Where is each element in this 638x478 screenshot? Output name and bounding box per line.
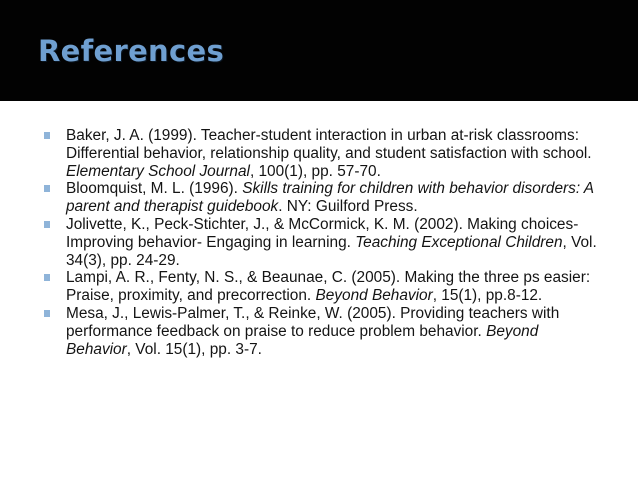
reference-text (66, 127, 602, 180)
reference-text-plain: Lampi, A. R., Fenty, N. S., & Beaunae, C. (2005). Making the three ps easier: Praise, proximity, and precorrection. (66, 269, 591, 305)
reference-text (66, 305, 602, 358)
reference-text (66, 180, 602, 216)
reference-list (42, 127, 602, 358)
reference-citation-details: , 100(1), pp. 57-70. (249, 162, 381, 180)
reference-text-plain: Baker, J. A. (1999). Teacher-student interaction in urban at-risk classrooms: Differential behavior, relationship quality, and student satisfaction with school. (66, 127, 592, 162)
slide-title: References (38, 34, 225, 68)
reference-source-title: Elementary School Journal (66, 162, 250, 180)
reference-citation-details: , Vol. 15(1), pp. 3-7. (126, 340, 262, 358)
square-bullet-icon (44, 185, 50, 192)
square-bullet-icon (44, 221, 50, 228)
reference-text (66, 269, 602, 305)
reference-text-plain: Bloomquist, M. L. (1996). (66, 180, 243, 198)
square-bullet-icon (44, 132, 50, 139)
reference-source-title: Teaching Exceptional Children (355, 233, 563, 251)
reference-text-plain: Jolivette, K., Peck-Stichter, J., & McCormick, K. M. (2002). Making choices- Improving behavior- Engaging in learning. (66, 215, 579, 251)
reference-item (42, 216, 602, 269)
reference-source-title: Beyond Behavior (66, 322, 539, 358)
reference-source-title: Beyond Behavior (315, 287, 433, 305)
reference-source-title: Skills training for children with behavior disorders: A parent and therapist guidebook (66, 180, 594, 216)
reference-citation-details: , Vol. 34(3), pp. 24-29. (66, 233, 597, 269)
reference-citation-details: . NY: Guilford Press. (278, 198, 418, 216)
reference-item (42, 305, 602, 358)
reference-item (42, 269, 602, 305)
reference-text-plain: Mesa, J., Lewis-Palmer, T., & Reinke, W. (2005). Providing teachers with performance feedback on praise to reduce problem behavior. (66, 304, 560, 340)
square-bullet-icon (44, 274, 50, 281)
reference-item (42, 127, 602, 180)
reference-item (42, 180, 602, 216)
title-bar (0, 0, 638, 101)
reference-text (66, 216, 602, 269)
square-bullet-icon (44, 310, 50, 317)
reference-citation-details: , 15(1), pp.8-12. (432, 287, 543, 305)
